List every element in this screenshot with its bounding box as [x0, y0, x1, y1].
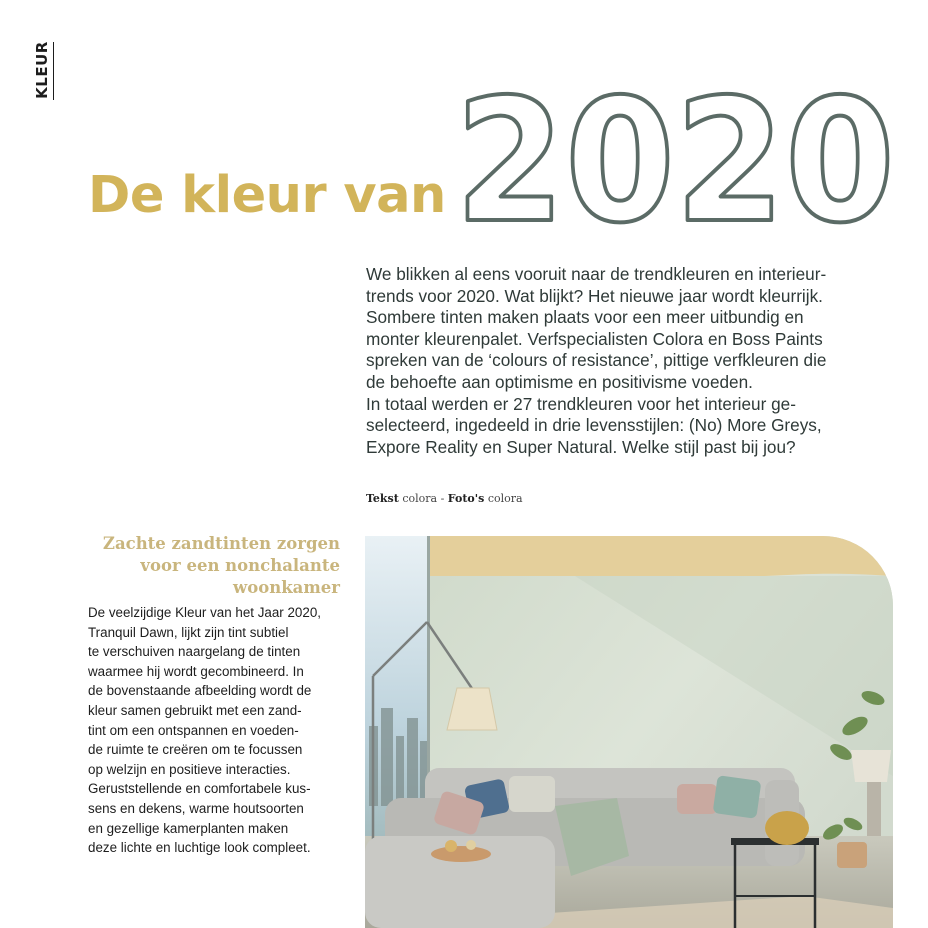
intro-line: We blikken al eens vooruit naar de trendkleuren en interieur-: [366, 264, 827, 284]
section-tag: [22, 40, 62, 100]
ceiling-band: [429, 536, 893, 576]
subheading-line: woonkamer: [233, 578, 340, 597]
body-line: en gezellige kamerplanten maken: [88, 820, 289, 836]
body-line: tint om een ontspannen en voeden-: [88, 722, 299, 738]
living-room-photo: [365, 536, 893, 928]
intro-paragraph: [366, 264, 894, 458]
subheading-line: Zachte zandtinten zorgen: [102, 534, 340, 553]
intro-line: selecteerd, ingedeeld in drie levensstijlen: (No) More Greys,: [366, 415, 822, 436]
credit-photo-label: Foto's: [447, 492, 485, 505]
body-line: Tranquil Dawn, lijkt zijn tint subtiel: [88, 624, 289, 640]
body-line: De veelzijdige Kleur van het Jaar 2020,: [88, 605, 321, 620]
plant-pot: [837, 842, 867, 868]
body-line: te verschuiven naargelang de tinten: [88, 644, 301, 660]
year-text: 2020: [455, 88, 895, 233]
table-lamp-base: [867, 782, 881, 836]
intro-line: spreken van de ‘colours of resistance’, pittige verfkleuren die: [366, 350, 827, 371]
gold-vase: [765, 811, 809, 845]
glass: [466, 840, 476, 850]
subheading: [40, 533, 340, 599]
body-line: Geruststellende en comfortabele kus-: [88, 781, 311, 797]
credit-text-label: Tekst: [366, 492, 399, 505]
table-lamp-shade: [851, 750, 891, 782]
page-title: De kleur van: [88, 166, 446, 225]
body-paragraph: [88, 603, 340, 858]
body-line: deze lichte en luchtige look compleet.: [88, 840, 311, 856]
intro-line: monter kleurenpalet. Verfspecialisten Colora en Boss Paints: [366, 328, 823, 349]
credit-separator: -: [440, 492, 445, 505]
living-room-illustration: [365, 536, 893, 928]
intro-line: In totaal werden er 27 trendkleuren voor het interieur ge-: [366, 393, 796, 414]
section-rule: [53, 42, 54, 100]
section-label: KLEUR: [33, 41, 51, 99]
credit-text-value: colora: [402, 492, 438, 505]
credits: [366, 492, 523, 505]
body-line: de bovenstaande afbeelding wordt de: [88, 683, 312, 699]
credit-photo-value: colora: [487, 492, 523, 505]
subheading-line: voor een nonchalante: [140, 556, 340, 575]
intro-line: Expore Reality en Super Natural. Welke stijl past bij jou?: [366, 436, 796, 457]
glass: [445, 840, 457, 852]
intro-line: de behoefte aan optimisme en positivisme voeden.: [366, 371, 753, 392]
body-line: sens en dekens, warme houtsoorten: [88, 800, 304, 816]
year-outline-graphic: [450, 88, 900, 233]
intro-line: Sombere tinten maken plaats voor een meer uitbundig en: [366, 307, 804, 328]
tray: [431, 846, 491, 862]
intro-line: trends voor 2020. Wat blijkt? Het nieuwe jaar wordt kleurrijk.: [366, 285, 823, 306]
body-line: op welzijn en positieve interacties.: [88, 761, 291, 777]
body-line: de ruimte te creëren om te focussen: [88, 742, 303, 758]
body-line: kleur samen gebruikt met een zand-: [88, 702, 302, 718]
body-line: waarmee hij wordt gecombineerd. In: [88, 663, 304, 679]
